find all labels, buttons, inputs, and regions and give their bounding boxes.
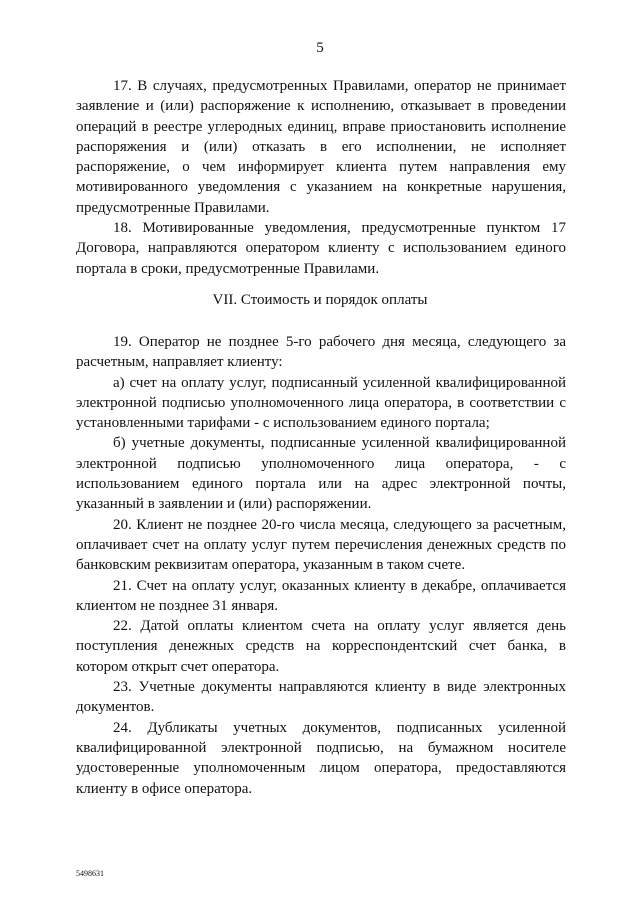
paragraph-17: 17. В случаях, предусмотренных Правилами, оператор не принимает заявление и (или) распоряжение к исполнению, отказывает в проведении операций в реестре углеродных единиц, вправе приостановить исполнение распоряжения и (или) отказать в его исполнении, не исполняет распоряжение, о чем информирует клиента путем направления ему мотивированного уведомления с указанием на конкретные нарушения, предусмотренные Правилами. xyxy=(76,78,566,216)
paragraph-22: 22. Датой оплаты клиентом счета на оплату услуг является день поступления денежных средств на корреспондентский счет банка, в котором открыт счет оператора. xyxy=(76,618,566,675)
paragraph-18: 18. Мотивированные уведомления, предусмотренные пунктом 17 Договора, направляются оператором клиенту с использованием единого портала в сроки, предусмотренные Правилами. xyxy=(76,220,566,277)
document-id: 5498631 xyxy=(76,869,104,878)
paragraph-24: 24. Дубликаты учетных документов, подписанных усиленной квалифицированной электронной подписью, на бумажном носителе удостоверенные уполномоченным лицом оператора, предоставляются клиенту в офисе оператора. xyxy=(76,719,566,797)
paragraph-19-a: а) счет на оплату услуг, подписанный усиленной квалифицированной электронной подписью уполномоченного лица оператора, в соответствии с установленными тарифами - с использованием единого портала; xyxy=(76,374,566,432)
paragraph-21: 21. Счет на оплату услуг, оказанных клиенту в декабре, оплачивается клиентом не позднее 31 января. xyxy=(76,577,566,614)
paragraphs-before-section xyxy=(76,76,566,279)
paragraph-19-b: б) учетные документы, подписанные усиленной квалифицированной электронной подписью уполномоченного лица оператора, - с использованием единого портала или на адрес электронной почты, указанный в заявлении и (или) распоряжении. xyxy=(76,435,566,513)
page-number: 5 xyxy=(316,40,324,56)
paragraphs-after-section xyxy=(76,332,566,799)
paragraph-20: 20. Клиент не позднее 20-го числа месяца, следующего за расчетным, оплачивает счет на оплату услуг путем перечисления денежных средств по банковским реквизитам оператора, указанным в таком счете. xyxy=(76,516,566,574)
section-heading: VII. Стоимость и порядок оплаты xyxy=(212,292,428,308)
paragraph-19: 19. Оператор не позднее 5-го рабочего дня месяца, следующего за расчетным, направляет клиенту: xyxy=(76,334,566,371)
paragraph-23: 23. Учетные документы направляются клиенту в виде электронных документов. xyxy=(76,679,566,716)
